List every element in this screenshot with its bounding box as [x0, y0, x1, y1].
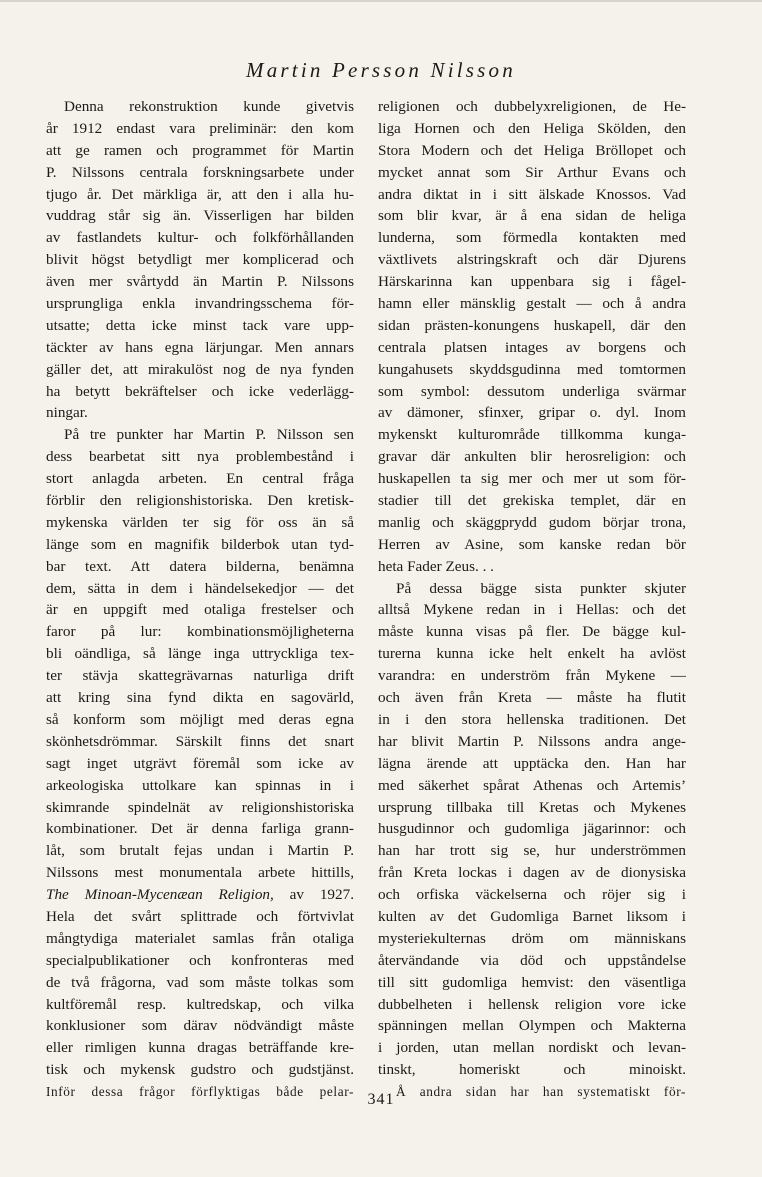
text-line: dem, sätta in dem i händelsekedjor — det [46, 579, 354, 597]
text-line: lägna ärende att upptäcka den. Han har [378, 754, 686, 772]
text-line: turerna kunna icke helt enkelt ha avlöst [378, 645, 686, 663]
text-line: kombinationer. Det är denna farliga grann- [46, 820, 354, 838]
text-line: kulten av det Gudomliga Barnet liksom i [378, 907, 686, 925]
text-line: liga Hornen och den Heliga Skölden, den [378, 119, 686, 137]
text-line: husgudinnor och gudomliga jägarinnor: och [378, 820, 686, 838]
right-column [378, 96, 686, 1103]
text-line: Stora Modern och det Heliga Bröllopet och [378, 141, 686, 159]
text-fragment: av 1927. [273, 886, 354, 904]
text-line: bli oändliga, så länge inga uttryckliga tex- [46, 645, 354, 663]
text-line: han har trott sig se, hur underströmmen [378, 842, 686, 860]
text-line: andra diktat in i sitt älskade Knossos. Vad [378, 185, 686, 203]
text-line: återvändande via död och uppståndelse [378, 951, 686, 969]
text-line: sagt inget utgrävt föremål som icke av [46, 754, 354, 772]
text-line: Herren av Asine, som kanske redan bör [378, 535, 686, 553]
text-line: mysteriekulternas dröm om människans [378, 929, 686, 947]
text-line: Härskarinna kan uppenbara sig i fågel- [378, 273, 686, 291]
text-line: och orfiska väckelserna och röjer sig i [378, 886, 686, 904]
text-line: P. Nilssons centrala forskningsarbete under [46, 163, 354, 181]
text-line: skimrande spindelnät av religionshistoriska [46, 798, 354, 816]
text-line: av dämoner, sfinxer, gripar o. dyl. Inom [378, 404, 686, 422]
text-line: Denna rekonstruktion kunde givetvis [64, 98, 354, 115]
text-line: vuddrag står sig än. Visserligen har bilden [46, 207, 354, 225]
page-edge [0, 0, 762, 2]
text-line: tisk och mykensk gudstro och gudstjänst. [46, 1061, 354, 1079]
text-line: till sitt gudomliga hemvist: den väsentliga [378, 973, 686, 991]
text-line: ursprungliga enkla invandringsschema för- [46, 295, 354, 313]
text-line: så konform som möjligt med deras egna [46, 710, 354, 728]
text-line: stort anlagda arbeten. En central fråga [46, 470, 354, 488]
book-title: The Minoan-Mycenæan Religion, [46, 886, 274, 904]
text-line: ursprung tillbaka till Kretas och Mykenes [378, 798, 686, 816]
text-line: manlig och skäggprydd gudom börjar trona, [378, 513, 686, 531]
text-line: skönhetsdrömmar. Särskilt finns det snart [46, 732, 354, 750]
text-line: år 1912 endast vara preliminär: den kom [46, 119, 354, 137]
text-line: mykenska världen ter sig för oss än så [46, 513, 354, 531]
text-line: specialpublikationer och konfronteras med [46, 951, 354, 969]
text-line: Nilssons mest monumentala arbete hittills, [46, 864, 354, 882]
text-line: och även från Kreta — måste ha flutit [378, 689, 686, 707]
text-line: På tre punkter har Martin P. Nilsson sen [64, 426, 354, 444]
text-line: in i den stora hellenska traditionen. Det [378, 710, 686, 728]
text-line: stadier till det grekiska templet, där en [378, 492, 686, 510]
text-line: de två frågorna, vad som måste tolkas som [46, 973, 354, 991]
text-line: tjugo år. Det märkliga är, att den i alla hu- [46, 185, 354, 203]
text-line: kultföremål resp. kultredskap, och vilka [46, 995, 354, 1013]
text-line: växtlivets alstringskraft och där Djurens [378, 251, 686, 269]
text-line: i jorden, utan mellan nordiskt och levan- [378, 1039, 686, 1057]
text-line: mykenskt kulturområde tillkomma kunga- [378, 426, 686, 444]
text-line: faror på lur: kombinationsmöjligheterna [46, 623, 354, 641]
text-line: huskapellen ta sig mer och mer ut som för- [378, 470, 686, 488]
text-line: att kring sina fynd dikta en sagovärld, [46, 689, 354, 707]
text-line: låt, som brutalt fejas undan i Martin P. [46, 842, 354, 860]
text-line: centrala platsen intages av borgens och [378, 338, 686, 356]
text-line: ter stävja skattegrävarnas naturliga drift [46, 667, 354, 685]
running-head: Martin Persson Nilsson [246, 58, 516, 82]
left-column [46, 96, 354, 1103]
page-number: 341 [367, 1091, 395, 1108]
text-line: är en uppgift med otaliga frestelser och [46, 601, 354, 619]
text-line: mångtydiga materialet samlas från otaliga [46, 929, 354, 947]
text-line: utsatte; detta icke minst tack vare upp- [46, 316, 354, 334]
text-line: måste kunna visas på fler. De bägge kul- [378, 623, 686, 641]
text-line: har blivit Martin P. Nilssons andra ange- [378, 732, 686, 750]
text-line: heta Fader Zeus. . . [378, 557, 494, 575]
text-line: täckter av hans egna lärjungar. Men annars [46, 338, 354, 356]
text-line: bar text. Att datera bilderna, benämna [46, 557, 354, 575]
text-line: att ge ramen och programmet för Martin [46, 141, 354, 159]
text-line: med säkerhet spårat Athenas och Artemis’ [378, 776, 686, 794]
text-line: spänningen mellan Olympen och Makterna [378, 1017, 686, 1035]
text-line: ha betytt bekräftelser och icke vederlägg- [46, 382, 354, 400]
text-line: som blir kvar, är å ena sidan de heliga [378, 207, 686, 225]
text-line: som symbol: dessutom underliga svärmar [378, 382, 686, 400]
text-line: hamn eller mänsklig gestalt — och å andra [378, 295, 686, 313]
text-line: blivit högst betydligt mer komplicerad och [46, 251, 354, 269]
text-line: förblir den religionshistoriska. Den kretisk- [46, 492, 354, 510]
text-line: ningar. [46, 404, 88, 422]
text-line: gravar där ankulten blir herosreligion: och [378, 448, 686, 466]
text-line: gäller det, att mirakulöst nog de nya fynden [46, 360, 354, 378]
text-line: lunderna, som förmedla kontakten med [378, 229, 686, 247]
text-line: länge som en magnifik bilderbok utan tyd- [46, 535, 354, 553]
text-line: alltså Mykene redan in i Hellas: och det [378, 601, 686, 619]
text-line: konklusioner som därav nödvändigt måste [46, 1017, 354, 1035]
text-line: På dessa bägge sista punkter skjuter [396, 579, 686, 597]
text-line: från Kreta lockas i dagen av de dionysiska [378, 864, 686, 882]
text-line: tinskt, homeriskt och minoiskt. [378, 1061, 686, 1079]
text-line: kungahusets skyddsgudinna med tomtormen [378, 360, 686, 378]
text-line [46, 884, 354, 906]
text-line: Hela det svårt splittrade och förtvivlat [46, 907, 354, 925]
text-line: dubbelheten i hellensk religion vore icke [378, 995, 686, 1013]
text-line: av fastlandets kultur- och folkförhållanden [46, 229, 354, 247]
text-line: Å andra sidan har han systematiskt för- [396, 1084, 686, 1100]
text-line: eller rimligen kunna dragas beträffande kre- [46, 1039, 354, 1057]
text-line: dess bearbetat sitt nya problembestånd i [46, 448, 354, 466]
text-line: Inför dessa frågor förflyktigas både pelar- [46, 1084, 354, 1100]
text-line: arkeologiska uttolkare kan spinnas in i [46, 776, 354, 794]
text-line: mycket annat som Sir Arthur Evans och [378, 163, 686, 181]
text-line: sidan prästen-konungens huskapell, där den [378, 316, 686, 334]
text-line: varandra: en underström från Mykene — [378, 667, 686, 685]
text-line: religionen och dubbelyxreligionen, de He- [378, 98, 686, 115]
text-line: även mer svårtydd än Martin P. Nilssons [46, 273, 354, 291]
